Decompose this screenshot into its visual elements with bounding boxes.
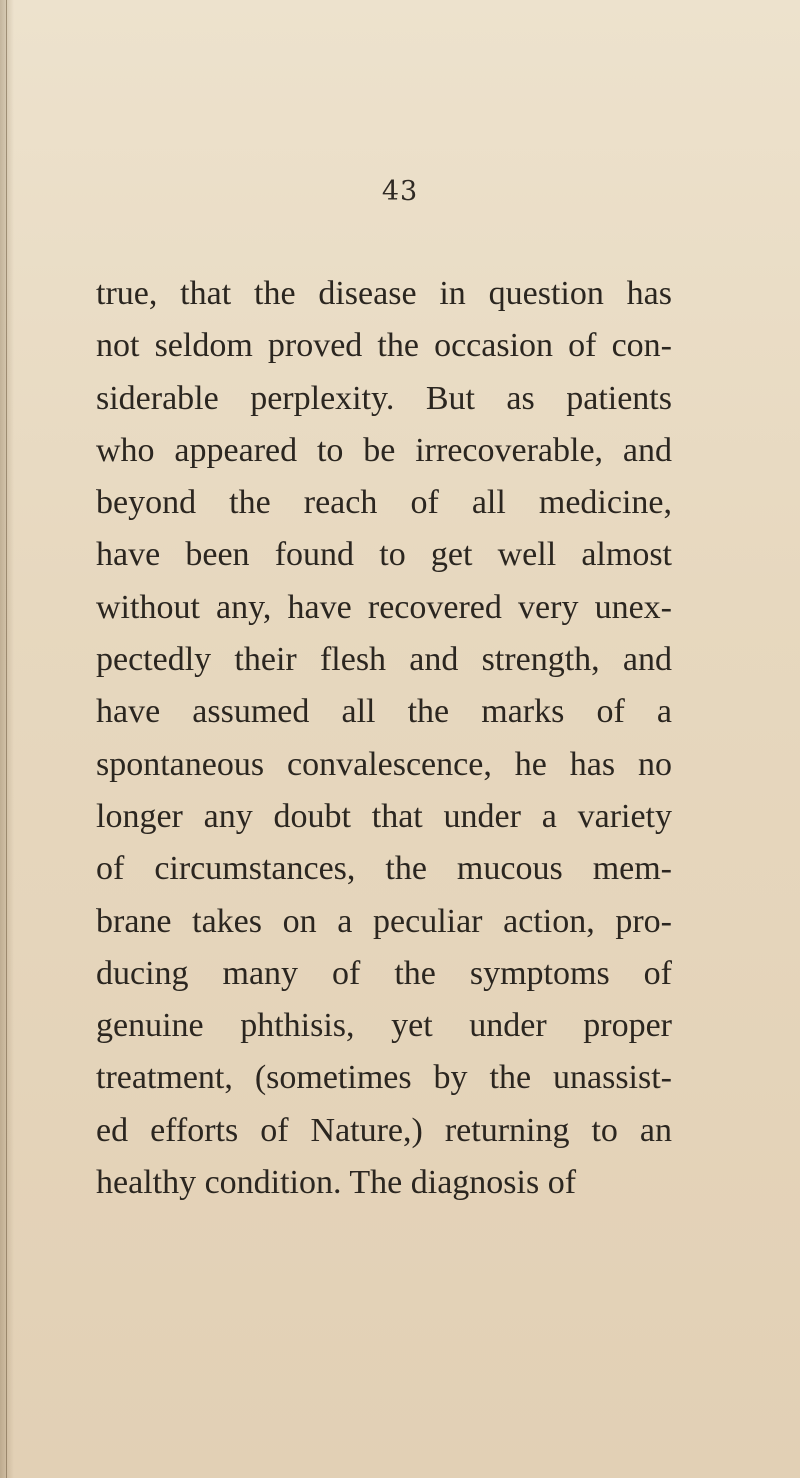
text-line: longer any doubt that under a variety [96,797,672,835]
text-line: brane takes on a peculiar action, pro- [96,902,672,940]
text-line: treatment, (sometimes by the unassist- [96,1059,672,1097]
text-line: true, that the disease in question has [96,275,672,312]
text-line: ducing many of the symptoms of [96,954,672,992]
text-line: of circumstances, the mucous mem- [96,850,672,888]
text-line: have assumed all the marks of a [96,693,672,731]
text-line: not seldom proved the occasion of con- [96,327,672,365]
text-line: genuine phthisis, yet under proper [96,1007,672,1045]
text-line: beyond the reach of all medicine, [96,484,672,522]
text-line: who appeared to be irrecoverable, and [96,431,672,469]
text-line: ed efforts of Nature,) returning to an [96,1111,672,1149]
text-line: healthy condition. The diagnosis of [96,1164,577,1202]
page-edge-line [6,0,7,1478]
page-number: 43 [381,176,419,207]
text-line: pectedly their flesh and strength, and [96,641,672,679]
text-line: siderable perplexity. But as patients [96,379,672,417]
text-line: have been found to get well almost [96,536,672,574]
page-edge-shadow [0,0,14,1478]
body-text [96,268,672,1209]
text-line: without any, have recovered very unex- [96,588,672,626]
text-line: spontaneous convalescence, he has no [96,745,672,783]
